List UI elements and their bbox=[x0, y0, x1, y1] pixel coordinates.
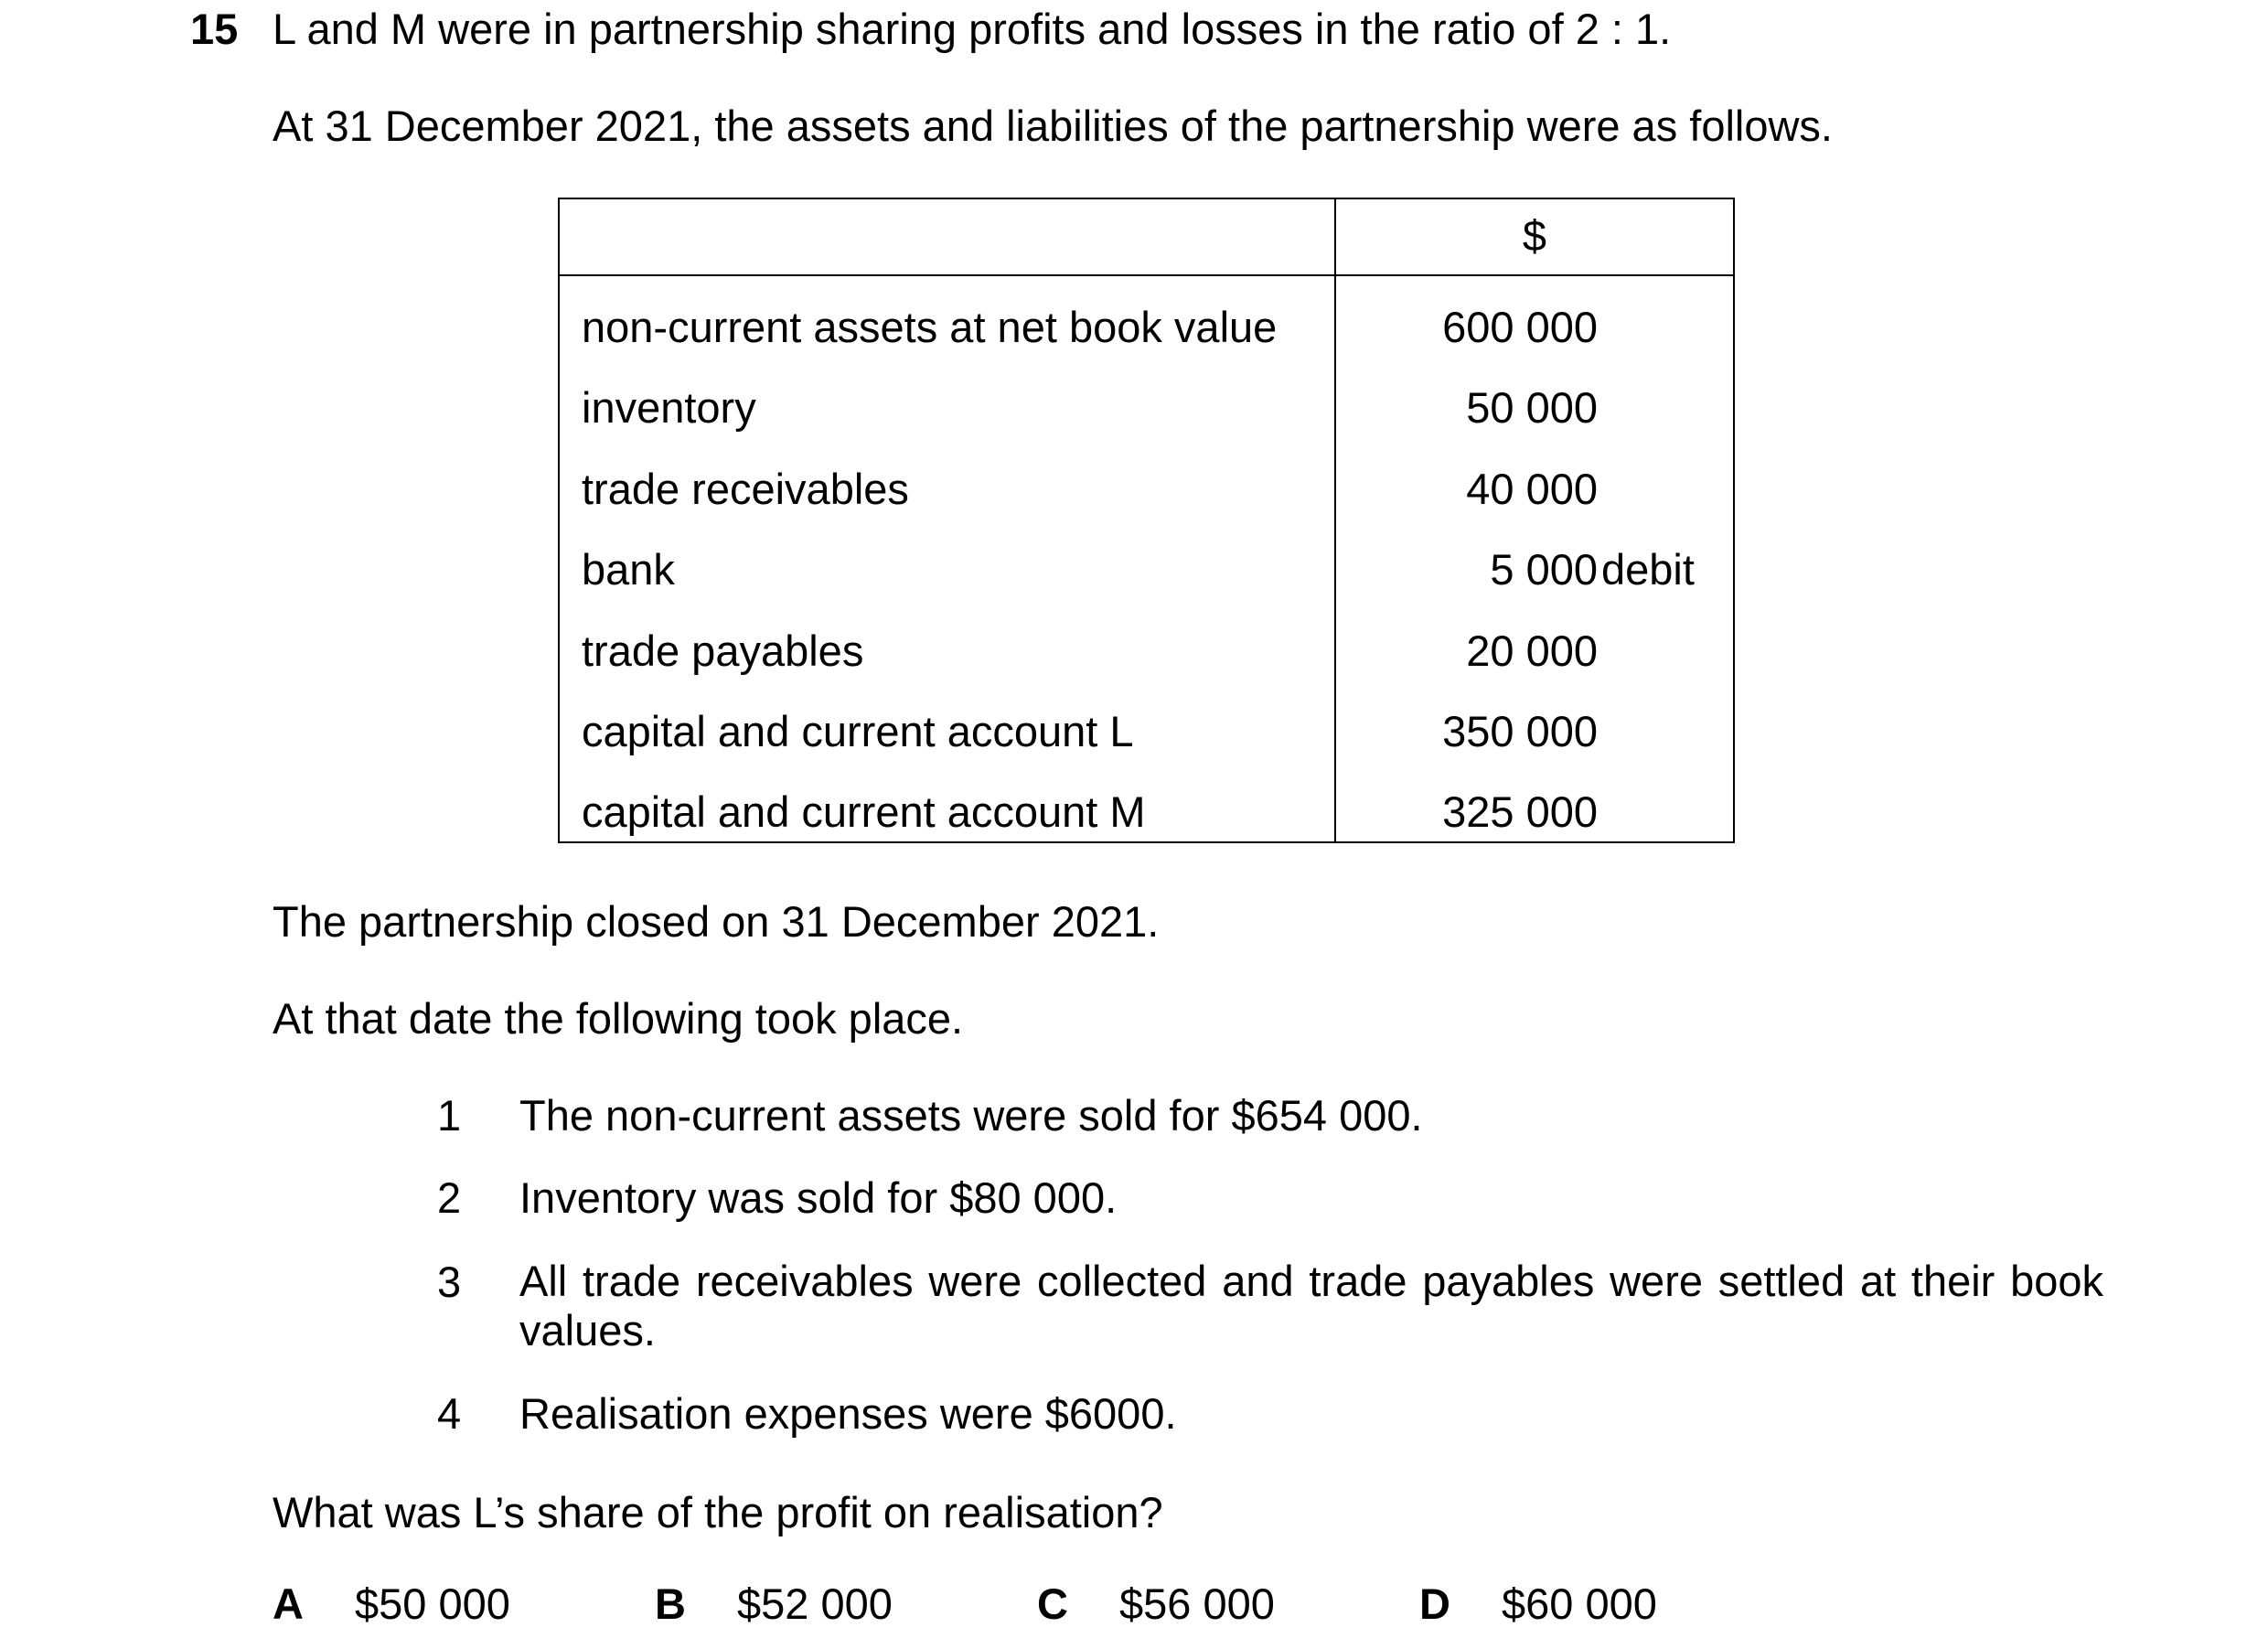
table-row-label: trade payables bbox=[582, 626, 864, 675]
event-text: Inventory was sold for $80 000. bbox=[519, 1173, 1118, 1222]
amount-value: 20 000 bbox=[1466, 626, 1598, 675]
event-number: 1 bbox=[437, 1091, 462, 1140]
closing-statement: The partnership closed on 31 December 2021. bbox=[273, 897, 1160, 946]
question-stem: L and M were in partnership sharing profits and losses in the ratio of 2 : 1. bbox=[273, 5, 1672, 53]
amount-value: 600 000 bbox=[1442, 303, 1598, 351]
event-number: 4 bbox=[437, 1389, 462, 1438]
event-number: 3 bbox=[437, 1258, 462, 1306]
table-column-divider bbox=[1334, 199, 1336, 841]
option-a-letter[interactable]: A bbox=[273, 1579, 304, 1628]
event-number: 2 bbox=[437, 1173, 462, 1222]
option-a-value[interactable]: $50 000 bbox=[355, 1579, 510, 1628]
amount-value: 40 000 bbox=[1466, 465, 1598, 513]
question-number: 15 bbox=[190, 5, 239, 53]
table-row-label: non-current assets at net book value bbox=[582, 303, 1278, 351]
event-text: Realisation expenses were $6000. bbox=[519, 1389, 1177, 1438]
option-b-letter[interactable]: B bbox=[655, 1579, 686, 1628]
events-intro: At that date the following took place. bbox=[273, 994, 964, 1043]
table-row-label: capital and current account M bbox=[582, 787, 1146, 836]
table-row-label: trade receivables bbox=[582, 465, 909, 513]
currency-header: $ bbox=[1522, 211, 1547, 260]
amount-value: 5 000 bbox=[1490, 545, 1598, 594]
amount-suffix: debit bbox=[1601, 545, 1695, 594]
amount-value: 350 000 bbox=[1442, 707, 1598, 755]
question-prompt: What was L’s share of the profit on realisation? bbox=[273, 1488, 1163, 1536]
amount-value: 50 000 bbox=[1466, 383, 1598, 432]
amount-value: 325 000 bbox=[1442, 787, 1598, 836]
table-row-label: capital and current account L bbox=[582, 707, 1134, 755]
event-text: The non-current assets were sold for $654 000. bbox=[519, 1091, 1423, 1140]
option-d-value[interactable]: $60 000 bbox=[1502, 1579, 1657, 1628]
table-row-label: inventory bbox=[582, 383, 756, 432]
event-text: All trade receivables were collected and trade payables were settled at their book values. bbox=[519, 1257, 2103, 1354]
option-b-value[interactable]: $52 000 bbox=[737, 1579, 893, 1628]
option-c-letter[interactable]: C bbox=[1037, 1579, 1068, 1628]
table-intro: At 31 December 2021, the assets and liabilities of the partnership were as follows. bbox=[273, 102, 1833, 150]
option-c-value[interactable]: $56 000 bbox=[1119, 1579, 1275, 1628]
option-d-letter[interactable]: D bbox=[1419, 1579, 1450, 1628]
table-row-label: bank bbox=[582, 545, 675, 594]
table-header-divider bbox=[560, 274, 1733, 276]
balance-table bbox=[558, 198, 1735, 843]
